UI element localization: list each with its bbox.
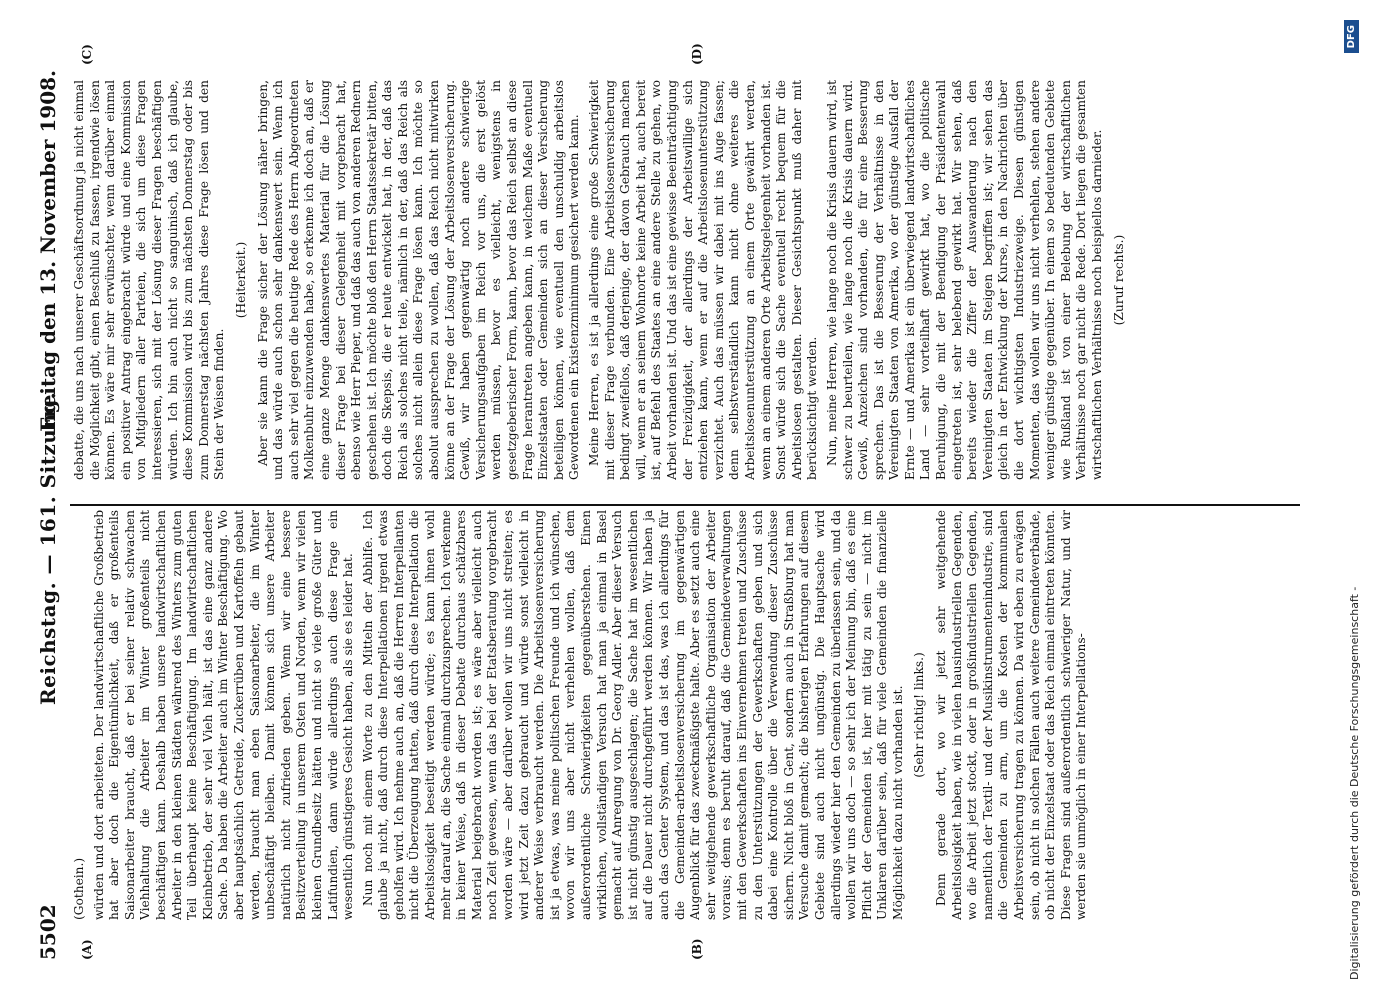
page-header <box>30 70 64 960</box>
session-date: Freitag den 13. November 1908. <box>36 70 60 432</box>
right-paragraph-3: Meine Herren, es ist ja allerdings eine große Schwierigkeit mit dieser Frage verbunden. Eine Arbeitslosenversicherung bedingt zweifellos, daß derjenige, der davon Gebrauch machen will, wenn er an seinem Wohnorte keine Arbeit hat, auch bereit ist, auf Befehl des Staates an eine andere Stelle zu gehen, wo Arbeit vorhanden ist. Und das ist eine gewisse Beeinträchtigung der Freizügigkeit, der allerdings der Arbeitswillige sich entziehen kann, wenn er auf die Arbeitslosenunterstützung verzichtet. Auch das müssen wir dabei mit ins Auge fassen; denn selbstverständlich kann nicht ohne weiteres die Arbeitslosenunterstützung an einem Orte gewährt werden, wenn an einem anderen Orte Arbeitsgelegenheit vorhanden ist. Sonst würde sich die Sache eventuell recht bequem für die Arbeitslosen gestalten. Dieser Gesichtspunkt muß daher mit berücksichtigt werden. <box>587 80 820 480</box>
session-title: Reichstag. — 161. Sitzung. <box>36 391 60 705</box>
right-closing-interjection: (Zuruf rechts.) <box>1111 234 1126 326</box>
margin-mark-d: (D) <box>690 43 704 65</box>
page-number: 5502 <box>36 904 60 960</box>
right-column <box>72 80 1312 480</box>
right-paragraph-4: Nun, meine Herren, wie lange noch die Krisis dauern wird, ist schwer zu beurteilen, wie lange noch die Krisis dauern wird. Gewiß, Anzeichen sind vorhanden, die für eine Besserung sprechen. Das ist die Besserung der Verhältnisse in den Vereinigten Staaten von Amerika, wo der günstige Ausfall der Ernte — und Amerika ist ein überwiegend landwirtschaftliches Land — sehr vorteilhaft gewirkt hat, wo die politische Beruhigung, die mit der Beendigung der Präsidentenwahl eingetreten ist, sehr belebend gewirkt hat. Wir sehen, daß bereits wieder die Ziffer der Auswanderung nach den Vereinigten Staaten im Steigen begriffen ist; wir sehen das gleich in der Entwicklung der Kurse, in den Nachrichten über die dort wichtigsten Industriezweige. Diesen günstigen Momenten, das wollen wir uns nicht verhehlen, stehen andere weniger günstige gegenüber. In einem so bedeutenden Gebiete wie Rußland ist von einer Belebung der wirtschaftlichen Verhältnisse noch gar nicht die Rede. Dort liegen die gesamten wirtschaftlichen Verhältnisse noch beispiellos darnieder. <box>824 80 1104 480</box>
column-divider <box>70 504 1300 506</box>
left-paragraph-1: würden und dort arbeiteten. Der landwirtschaftliche Großbetrieb hat aber doch die Eigentümlichkeit, daß er großenteils Saisonarbeiter braucht, daß er bei seiner relativ schwachen Viehhaltung die Arbeiter im Winter großenteils nicht beschäftigen kann. Deshalb haben unsere landwirtschaftlichen Arbeiter in den kleinen Städten während des Winters zum guten Teil überhaupt keine Beschäftigung. Im landwirtschaftlichen Kleinbetrieb, der sehr viel Vieh hält, ist das eine ganz andere Sache. Da haben die Arbeiter auch im Winter Beschäftigung. Wo aber hauptsächlich Getreide, Zuckerrüben und Kartoffeln gebaut werden, braucht man eben Saisonarbeiter, die im Winter unbeschäftigt bleiben. Damit können sich unsere Arbeiter natürlich nicht zufrieden geben. Wenn wir eine bessere Besitzverteilung in unserem Osten und Norden, wenn wir vielen kleinen Grundbesitz hätten und nicht so viele große Güter und Latifundien, dann würde allerdings auch diese Frage ein wesentlich günstigeres Gesicht haben, als sie es leider hat. <box>91 510 356 920</box>
right-paragraph-2: Aber sie kann die Frage sicher der Lösung näher bringen, und das würde auch schon sehr dankenswert sein. Wenn ich auch sehr viel gegen die heutige Rede des Herrn Abgeordneten Molkenbuhr einzuwenden habe, so erkenne ich doch an, daß er eine ganze Menge dankenswertes Material für die Lösung dieser Frage bei dieser Gelegenheit mit vorgebracht hat, ebenso wie Herr Pieper, und daß das auch von anderen Rednern geschehen ist. Ich möchte bloß den Herrn Staatssekretär bitten, doch die Skepsis, die er heute entwickelt hat, in der, daß das Reich als solches nicht teile, nämlich in der, daß das Reich als solches nicht allein diese Frage lösen kann. Ich möchte so absolut aussprechen zu wollen, daß das Reich nicht mitwirken könne an der Frage der Lösung der Arbeitslosenversicherung. Gewiß, wir haben gegenwärtig noch andere schwierige Versicherungsaufgaben im Reich vor uns, die erst gelöst werden müssen, bevor es vielleicht, wenigstens in gesetzgeberischer Form, kann, bevor das Reich selbst an diese Frage herantreten angeben kann, in welchem Maße eventuell Einzelstaaten oder Gemeinden sich an dieser Versicherung beteiligen können, wie eventuell den unschuldig arbeitslos Gewordenen ein Existenzminimum gesichert werden kann. <box>255 80 582 480</box>
margin-mark-a: (A) <box>80 939 94 960</box>
left-closing-paragraph: Denn gerade dort, wo wir jetzt sehr weitgehende Arbeitslosigkeit haben, wie in vielen hausindustriellen Gegenden, wo die Arbeit jetzt stockt, oder in großindustriellen Gegenden, namentlich der Textil- und der Musikinstrumentenindustrie, sind die Gemeinden zu arm, um die Kosten der kommunalen Arbeitsversicherung tragen zu können. Da wird eben zu erwägen sein, ob nicht in solchen Fällen auch weitere Gemeindeverbände, ob nicht der Einzelstaat oder das Reich einmal eintreten könnten. Diese Fragen sind außerordentlich schwieriger Natur, und wir werden sie unmöglich in einer Interpellations- <box>934 510 1089 920</box>
margin-mark-b: (B) <box>690 938 704 960</box>
margin-mark-c: (C) <box>80 44 94 65</box>
right-interjection: (Heiterkeit.) <box>233 241 248 319</box>
left-interjection: (Sehr richtig! links.) <box>912 652 927 778</box>
left-column <box>72 510 1312 920</box>
digitization-credit <box>1340 20 1370 980</box>
right-paragraph-1: debatte, die uns nach unserer Geschäftsordnung ja nicht einmal die Möglichkeit gibt, einen Beschluß zu fassen, irgendwie lösen können. Es wäre mir sehr erwünschter, wenn darüber einmal ein positiver Antrag eingebracht würde und eine Kommission von Mitgliedern aller Parteien, die sich um diese Fragen interessieren, sich mit der Lösung dieser Fragen beschäftigen würden. Ich bin auch nicht so sanguinisch, daß ich glaube, diese Kommission wird bis zum nächsten Donnerstag oder bis zum Donnerstag nächsten Jahres diese Frage lösen und den Stein der Weisen finden. <box>72 80 227 480</box>
speaker-label: (Gothein.) <box>72 857 86 920</box>
credit-text: Digitalisierung gefördert durch die Deutsche Forschungsgemeinschaft - <box>1348 586 1361 980</box>
left-paragraph-2: Nun noch mit einem Worte zu den Mitteln der Abhilfe. Ich glaube ja nicht, daß durch diese Interpellationen irgend etwas geholfen wird. Ich nehme auch an, daß die Herren Interpellanten nicht die Überzeugung hatten, daß durch diese Interpellation die Arbeitslosigkeit beseitigt werden würde; es kann ihnen wohl mehr darauf an, die Sache einmal durchzusprechen. Ich verkenne in keiner Weise, daß in dieser Debatte durchaus schätzbares Material beigebracht worden ist; es wäre aber vielleicht auch noch Zeit gewesen, wenn das bei der Etatsberatung vorgebracht worden wäre — aber darüber wollen wir uns nicht streiten; es wird jetzt Zeit dazu gebraucht und würde sonst vielleicht in anderer Weise verbraucht werden. Die Arbeitslosenversicherung ist ja etwas, was meine politischen Freunde und ich wünschen, wovon wir uns aber nicht verhehlen wollen, daß dem außerordentliche Schwierigkeiten gegenüberstehen. Einen wirklichen, vollständigen Versuch hat man ja einmal in Basel gemacht auf Anregung von Dr. Georg Adler. Aber dieser Versuch ist nicht günstig ausgeschlagen; die Sache hat im wesentlichen auf die Dauer nicht durchgeführt werden können. Wir haben ja auch das Genter System, und das ist das, was ich allerdings für die Gemeinden-arbeitslosenversicherung im gegenwärtigen Augenblick für das zweckmäßigste halte. Aber es setzt auch eine sehr weitgehende gewerkschaftliche Organisation der Arbeiter voraus; denn es beruht darauf, daß die Gemeindeverwaltungen mit den Gewerkschaften ins Einvernehmen treten und Zuschüsse zu den Unterstützungen der Gewerkschaften geben und sich dabei eine Kontrolle über die Verwendung dieser Zuschüsse sichern. Nicht bloß in Gent, sondern auch in Straßburg hat man Versuche damit gemacht; die bisherigen Erfahrungen auf diesem Gebiete sind auch nicht ungünstig. Die Hauptsache wird allerdings wieder hier den Gemeinden zu überlassen sein, und da wollen wir uns doch — so sehr ich der Meinung bin, daß es eine Pflicht der Gemeinden ist, hier mit tätig zu sein — nicht im Unklaren darüber sein, daß für viele Gemeinden die finanzielle Möglichkeit dazu nicht vorhanden ist. <box>360 510 905 920</box>
dfg-logo: DFG <box>1344 20 1359 53</box>
